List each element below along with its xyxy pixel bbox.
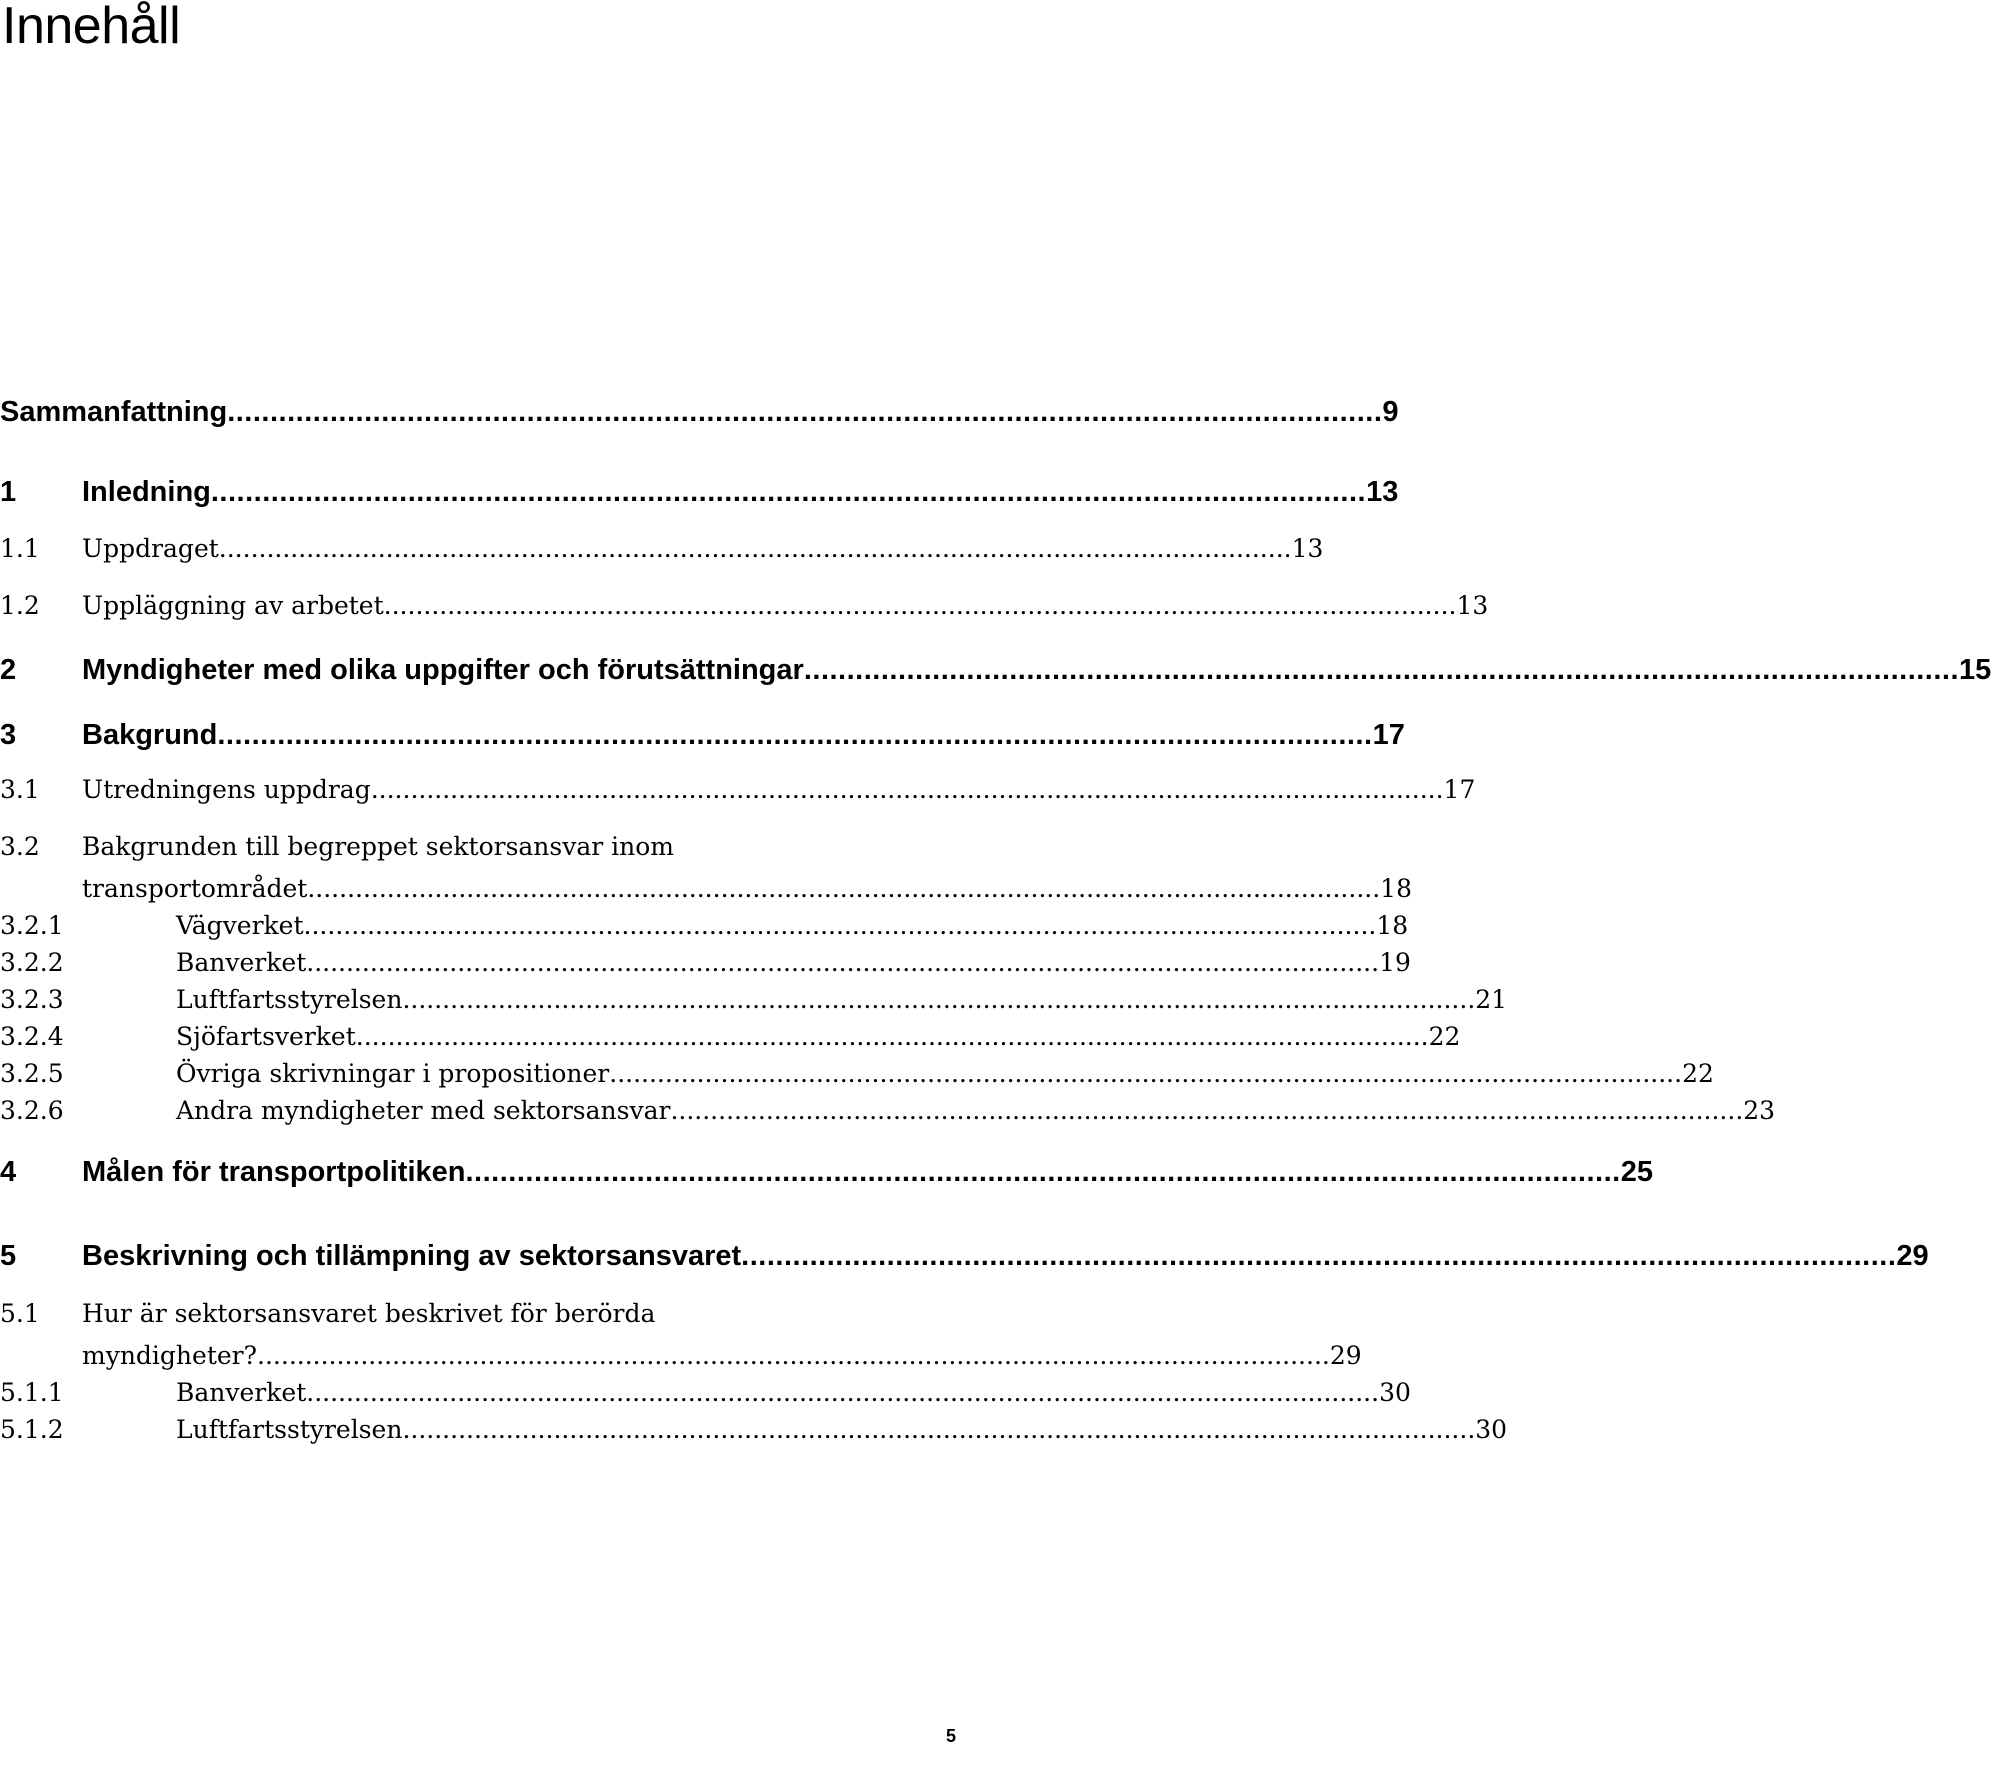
- dot-leader: .......................................................................................................................................: [218, 534, 1292, 563]
- toc-label: Luftfartsstyrelsen: [176, 985, 403, 1014]
- toc-label: Banverket: [176, 948, 307, 977]
- dot-leader: .......................................................................................................................................: [306, 948, 1380, 977]
- toc-number: 3.1: [0, 775, 40, 804]
- toc-page: 18: [1380, 874, 1412, 903]
- dot-leader: .......................................................................................................................................: [402, 1415, 1476, 1444]
- toc-entry-4[interactable]: [0, 1154, 1653, 1190]
- toc-label: Utredningens uppdrag: [82, 775, 371, 804]
- toc-entry-3[interactable]: [0, 717, 1405, 753]
- toc-page: 30: [1475, 1415, 1508, 1444]
- toc-page: 9: [1382, 396, 1399, 428]
- toc-page: 15: [1959, 654, 1991, 686]
- toc-label: Banverket: [176, 1378, 307, 1407]
- toc-label: Sammanfattning: [0, 396, 228, 428]
- dot-leader: .......................................................................................................................................: [307, 874, 1381, 903]
- toc-number: 5.1.1: [0, 1378, 64, 1407]
- toc-entry-1-1[interactable]: [0, 532, 1324, 566]
- toc-number: 3.2.3: [0, 985, 64, 1014]
- dot-leader: .......................................................................................................................................: [210, 476, 1367, 508]
- toc-entry-3-1[interactable]: [0, 773, 1476, 807]
- toc-label: Bakgrund: [82, 719, 218, 751]
- toc-page: 29: [1896, 1240, 1929, 1272]
- toc-page: 13: [1291, 534, 1324, 563]
- page-title: Innehåll: [2, 0, 181, 55]
- toc-label: Sjöfartsverket: [176, 1022, 356, 1051]
- toc-page: 21: [1475, 985, 1508, 1014]
- dot-leader: .......................................................................................................................................: [670, 1096, 1744, 1125]
- toc-entry-3-2-5[interactable]: [0, 1057, 1714, 1091]
- toc-label: Andra myndigheter med sektorsansvar: [176, 1096, 671, 1125]
- toc-entry-1[interactable]: [0, 474, 1399, 510]
- toc-label: Luftfartsstyrelsen: [176, 1415, 403, 1444]
- dot-leader: .......................................................................................................................................: [355, 1022, 1429, 1051]
- toc-number: 5: [0, 1240, 17, 1272]
- toc-number: 1.2: [0, 591, 40, 620]
- toc-number: 3.2.5: [0, 1059, 64, 1088]
- dot-leader: .......................................................................................................................................: [465, 1156, 1621, 1188]
- toc-page: 17: [1372, 719, 1405, 751]
- toc-number: 3.2.1: [0, 911, 64, 940]
- toc-entry-5-1-1[interactable]: [0, 1376, 1411, 1410]
- toc-label: Uppläggning av arbetet: [82, 591, 384, 620]
- toc-number: 3.2.6: [0, 1096, 64, 1125]
- toc-page: 17: [1443, 775, 1476, 804]
- toc-page: 29: [1329, 1341, 1362, 1370]
- toc-number: 2: [0, 654, 17, 686]
- toc-label-continued: myndigheter?: [82, 1341, 258, 1370]
- toc-number: 3.2.4: [0, 1022, 64, 1051]
- toc-label: Bakgrunden till begreppet sektorsansvar inom: [82, 832, 675, 861]
- toc-label: Myndigheter med olika uppgifter och förutsättningar: [82, 654, 804, 686]
- dot-leader: .......................................................................................................................................: [303, 911, 1377, 940]
- toc-entry-3-2-continued[interactable]: [0, 872, 1412, 906]
- toc-entry-3-2-6[interactable]: [0, 1094, 1776, 1128]
- dot-leader: .......................................................................................................................................: [306, 1378, 1380, 1407]
- toc-page: 25: [1620, 1156, 1653, 1188]
- toc-page: 13: [1456, 591, 1489, 620]
- toc-entry-3-2-3[interactable]: [0, 983, 1508, 1017]
- dot-leader: .......................................................................................................................................: [402, 985, 1476, 1014]
- dot-leader: .......................................................................................................................................: [217, 719, 1373, 751]
- toc-label: Övriga skrivningar i propositioner: [176, 1059, 610, 1088]
- toc-label-continued: transportområdet: [82, 874, 308, 903]
- toc-entry-3-2-4[interactable]: [0, 1020, 1461, 1054]
- toc-page: 13: [1366, 476, 1399, 508]
- dot-leader: .......................................................................................................................................: [370, 775, 1444, 804]
- toc-number: 3.2: [0, 832, 40, 861]
- toc-entry-5-1[interactable]: [0, 1297, 958, 1331]
- dot-leader: .......................................................................................................................................: [227, 396, 1383, 428]
- dot-leader: .......................................................................................................................................: [609, 1059, 1683, 1088]
- dot-leader: .......................................................................................................................................: [741, 1240, 1897, 1272]
- page-number: 5: [945, 1726, 956, 1746]
- toc-page: 22: [1428, 1022, 1461, 1051]
- toc-page: 30: [1379, 1378, 1411, 1407]
- toc-label: Hur är sektorsansvaret beskrivet för berörda: [82, 1299, 656, 1328]
- toc-number: 1: [0, 476, 17, 508]
- toc-number: 3: [0, 719, 17, 751]
- toc-label: Beskrivning och tillämpning av sektorsansvaret: [82, 1240, 742, 1272]
- dot-leader: .......................................................................................................................................: [383, 591, 1457, 620]
- dot-leader: .......................................................................................................................................: [803, 654, 1960, 686]
- toc-number: 5.1: [0, 1299, 40, 1328]
- toc-page: 19: [1379, 948, 1411, 977]
- toc-page: 18: [1376, 911, 1409, 940]
- toc-entry-3-2-2[interactable]: [0, 946, 1411, 980]
- toc-entry-1-2[interactable]: [0, 589, 1489, 623]
- toc-number: 5.1.2: [0, 1415, 64, 1444]
- toc-number: 3.2.2: [0, 948, 64, 977]
- toc-number: 1.1: [0, 534, 40, 563]
- toc-entry-5[interactable]: [0, 1238, 1929, 1274]
- toc-entry-3-2-1[interactable]: [0, 909, 1409, 943]
- toc-page: 22: [1682, 1059, 1714, 1088]
- toc-label: Målen för transportpolitiken: [82, 1156, 466, 1188]
- toc-label: Vägverket: [176, 911, 304, 940]
- dot-leader: .......................................................................................................................................: [257, 1341, 1330, 1370]
- toc-page: 23: [1743, 1096, 1776, 1125]
- toc-entry-5-1-continued[interactable]: [0, 1339, 1362, 1373]
- toc-label: Inledning: [82, 476, 211, 508]
- toc-entry-2[interactable]: [0, 652, 1991, 688]
- toc-label: Uppdraget: [82, 534, 219, 563]
- toc-entry-3-2[interactable]: [0, 830, 958, 864]
- toc-number: 4: [0, 1156, 17, 1188]
- toc-entry-sammanfattning[interactable]: [0, 394, 1399, 430]
- toc-entry-5-1-2[interactable]: [0, 1413, 1508, 1447]
